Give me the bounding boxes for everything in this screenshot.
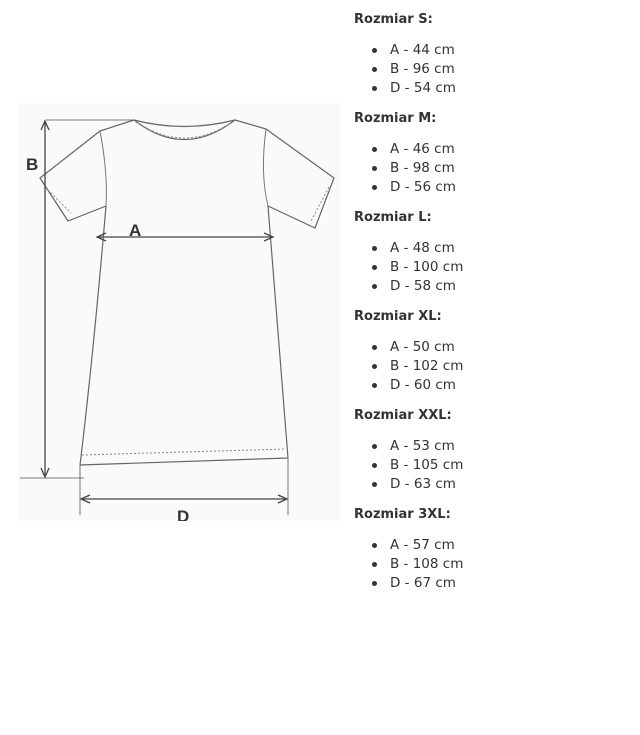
size-title: Rozmiar M: (354, 111, 437, 126)
measure-b: B - 105 cm (354, 456, 624, 475)
measure-a: A - 50 cm (354, 338, 624, 357)
size-title: Rozmiar XL: (354, 309, 442, 324)
measure-b: B - 100 cm (354, 258, 624, 277)
measure-a: A - 46 cm (354, 140, 624, 159)
size-title: Rozmiar S: (354, 12, 433, 27)
measure-a: A - 48 cm (354, 239, 624, 258)
size-chart-diagram (18, 103, 340, 521)
measure-b: B - 98 cm (354, 159, 624, 178)
label-b: B (26, 155, 39, 174)
label-a: A (129, 221, 142, 240)
measure-a: A - 53 cm (354, 437, 624, 456)
measure-d: D - 54 cm (354, 79, 624, 98)
size-title: Rozmiar L: (354, 210, 432, 225)
measure-b: B - 102 cm (354, 357, 624, 376)
measure-a: A - 57 cm (354, 536, 624, 555)
size-block-l (354, 209, 624, 296)
size-title: Rozmiar 3XL: (354, 507, 451, 522)
measure-b: B - 96 cm (354, 60, 624, 79)
measure-b: B - 108 cm (354, 555, 624, 574)
measure-d: D - 56 cm (354, 178, 624, 197)
label-d: D (177, 507, 190, 521)
size-title: Rozmiar XXL: (354, 408, 452, 423)
size-block-3xl (354, 506, 624, 593)
size-block-m (354, 110, 624, 197)
measure-d: D - 63 cm (354, 475, 624, 494)
size-block-s (354, 11, 624, 98)
measure-d: D - 67 cm (354, 574, 624, 593)
measure-d: D - 60 cm (354, 376, 624, 395)
measure-d: D - 58 cm (354, 277, 624, 296)
tshirt-outline (18, 103, 340, 521)
measure-a: A - 44 cm (354, 41, 624, 60)
size-list (354, 11, 624, 605)
size-block-xxl (354, 407, 624, 494)
size-block-xl (354, 308, 624, 395)
